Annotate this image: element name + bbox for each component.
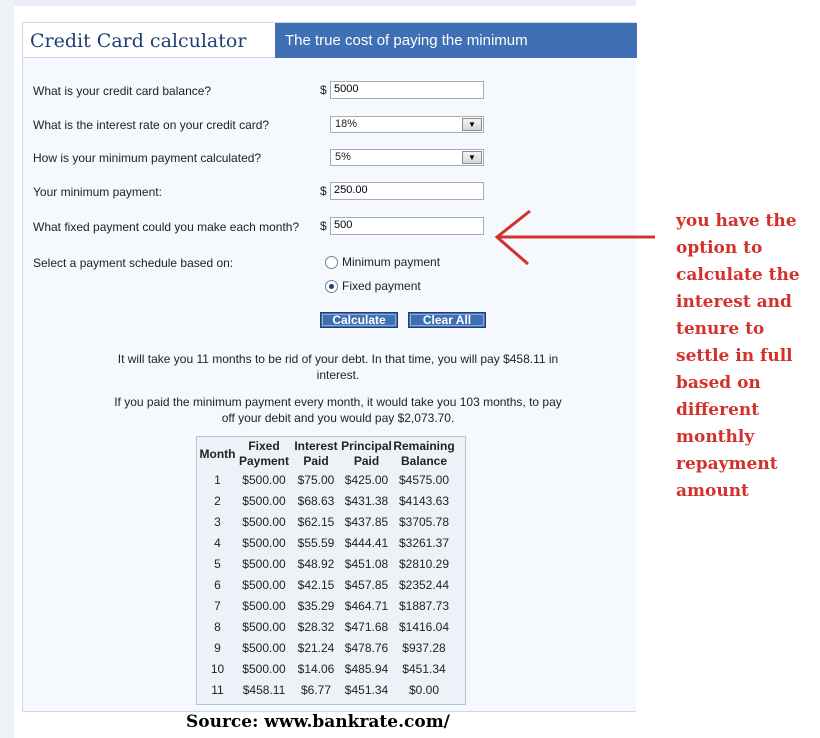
radio-fixed-label: Fixed payment	[342, 279, 421, 293]
cell-month: 11	[211, 682, 224, 697]
cell-fixed-payment: $500.00	[242, 493, 286, 508]
left-strip	[0, 0, 14, 738]
annotation-note: you have the option to calculate the interest and tenure to settle in full based on different monthly repayment amount	[676, 211, 800, 501]
red-arrow-icon	[488, 208, 658, 270]
cell-fixed-payment: $500.00	[242, 640, 286, 655]
cell-remaining-balance: $1887.73	[398, 598, 450, 613]
cell-interest-paid: $42.15	[297, 577, 335, 592]
cell-fixed-payment: $500.00	[242, 514, 286, 529]
cell-fixed-payment: $500.00	[242, 661, 286, 676]
cell-principal-paid: $451.34	[344, 682, 389, 697]
cell-remaining-balance: $4143.63	[398, 493, 450, 508]
cell-remaining-balance: $2810.29	[398, 556, 450, 571]
page-title: Credit Card calculator	[30, 30, 247, 52]
cell-principal-paid: $437.85	[344, 514, 389, 529]
header-subtitle-bar	[275, 23, 637, 58]
cell-principal-paid: $431.38	[344, 493, 389, 508]
page-subtitle: The true cost of paying the minimum	[285, 32, 528, 49]
min-calc-label: How is your minimum payment calculated?	[33, 151, 262, 165]
top-strip	[0, 0, 636, 6]
radio-minimum-label: Minimum payment	[342, 255, 441, 269]
cell-interest-paid: $6.77	[300, 682, 332, 697]
result-summary: It will take you 11 months to be rid of your debt. In that time, you will pay $458.11 in interest.	[117, 352, 559, 382]
cell-remaining-balance: $2352.44	[398, 577, 450, 592]
calculator-header	[23, 23, 637, 58]
table-row	[199, 658, 455, 679]
balance-input[interactable]: 5000	[330, 81, 484, 99]
min-calc-value: 5%	[335, 151, 351, 163]
interest-rate-select[interactable]	[330, 116, 484, 133]
cell-principal-paid: $485.94	[344, 661, 389, 676]
cell-month: 9	[214, 640, 221, 655]
header-title-area	[23, 23, 275, 58]
radio-button-selected[interactable]	[325, 280, 338, 293]
table-row	[199, 469, 455, 490]
cell-month: 2	[214, 493, 221, 508]
fixed-payment-input[interactable]: 500	[330, 217, 484, 235]
table-row	[199, 616, 455, 637]
radio-fixed-payment[interactable]	[325, 279, 421, 293]
chevron-down-icon[interactable]: ▼	[462, 118, 482, 131]
header-remaining-balance: Remaining Balance	[393, 439, 455, 468]
cell-month: 1	[214, 472, 221, 487]
schedule-label: Select a payment schedule based on:	[33, 256, 234, 270]
cell-interest-paid: $21.24	[297, 640, 335, 655]
balance-currency: $	[320, 83, 327, 97]
cell-principal-paid: $457.85	[344, 577, 389, 592]
table-row	[199, 679, 455, 700]
cell-principal-paid: $451.08	[344, 556, 389, 571]
cell-interest-paid: $14.06	[297, 661, 335, 676]
min-payment-input[interactable]: 250.00	[330, 182, 484, 200]
cell-month: 10	[210, 661, 225, 676]
cell-principal-paid: $425.00	[344, 472, 389, 487]
header-month: Month	[199, 446, 236, 461]
fixed-payment-label: What fixed payment could you make each month?	[33, 220, 300, 234]
cell-principal-paid: $471.68	[344, 619, 389, 634]
table-body	[199, 469, 455, 700]
table-row	[199, 490, 455, 511]
radio-minimum-payment[interactable]	[325, 255, 440, 269]
result-minimum-comparison: If you paid the minimum payment every month, it would take you 103 months, to pay off your debit and you would pay $2,073.70.	[114, 395, 562, 425]
cell-remaining-balance: $451.34	[402, 661, 446, 676]
cell-interest-paid: $62.15	[297, 514, 335, 529]
table-row	[199, 532, 455, 553]
table-row	[199, 553, 455, 574]
cell-fixed-payment: $500.00	[242, 535, 286, 550]
cell-fixed-payment: $500.00	[242, 619, 286, 634]
min-payment-label: Your minimum payment:	[33, 185, 162, 199]
calculate-button[interactable]: Calculate	[320, 312, 398, 328]
header-interest-paid: Interest Paid	[294, 439, 338, 468]
table-row	[199, 511, 455, 532]
fixed-payment-currency: $	[320, 219, 327, 233]
cell-month: 4	[214, 535, 221, 550]
cell-remaining-balance: $3705.78	[398, 514, 450, 529]
cell-remaining-balance: $3261.37	[398, 535, 450, 550]
cell-interest-paid: $68.63	[297, 493, 335, 508]
cell-interest-paid: $28.32	[297, 619, 335, 634]
table-row	[199, 574, 455, 595]
cell-fixed-payment: $500.00	[242, 577, 286, 592]
cell-principal-paid: $464.71	[344, 598, 389, 613]
cell-remaining-balance: $0.00	[408, 682, 440, 697]
cell-remaining-balance: $1416.04	[398, 619, 450, 634]
payment-schedule-table	[199, 439, 455, 700]
clear-all-button[interactable]: Clear All	[408, 312, 486, 328]
interest-rate-label: What is the interest rate on your credit card?	[33, 118, 270, 132]
cell-month: 5	[214, 556, 221, 571]
cell-month: 3	[214, 514, 221, 529]
header-fixed-payment: Fixed Payment	[238, 439, 290, 468]
table-header-row	[199, 439, 455, 469]
interest-rate-value: 18%	[335, 118, 358, 130]
payment-schedule-table-box	[196, 436, 466, 705]
header-principal-paid: Principal Paid	[341, 439, 392, 468]
cell-fixed-payment: $458.11	[242, 682, 286, 697]
cell-interest-paid: $48.92	[297, 556, 335, 571]
balance-label: What is your credit card balance?	[33, 84, 212, 98]
cell-principal-paid: $444.41	[344, 535, 389, 550]
cell-interest-paid: $75.00	[297, 472, 335, 487]
chevron-down-icon[interactable]: ▼	[462, 151, 482, 164]
cell-month: 6	[214, 577, 221, 592]
cell-interest-paid: $35.29	[297, 598, 335, 613]
cell-month: 7	[214, 598, 221, 613]
cell-fixed-payment: $500.00	[242, 556, 286, 571]
table-row	[199, 595, 455, 616]
min-payment-currency: $	[320, 184, 327, 198]
source-credit: Source: www.bankrate.com/	[186, 712, 450, 732]
cell-principal-paid: $478.76	[344, 640, 389, 655]
cell-month: 8	[214, 619, 221, 634]
cell-remaining-balance: $937.28	[402, 640, 446, 655]
calculator-panel	[22, 22, 636, 712]
cell-fixed-payment: $500.00	[242, 472, 286, 487]
min-calc-select[interactable]	[330, 149, 484, 166]
cell-remaining-balance: $4575.00	[398, 472, 450, 487]
radio-button[interactable]	[325, 256, 338, 269]
cell-fixed-payment: $500.00	[242, 598, 286, 613]
cell-interest-paid: $55.59	[297, 535, 335, 550]
table-row	[199, 637, 455, 658]
